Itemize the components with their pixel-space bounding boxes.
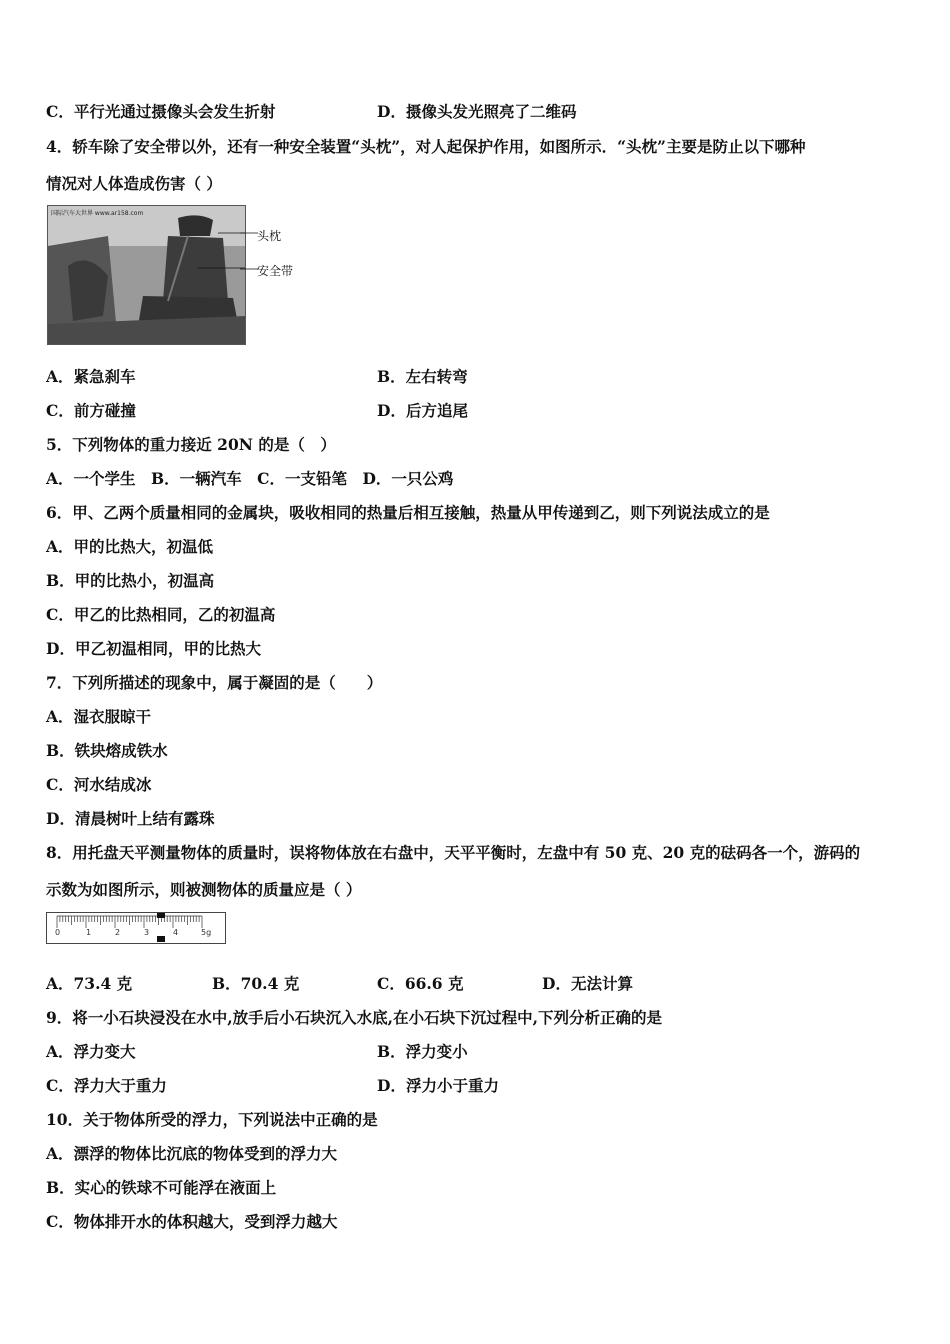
q4-stem-line2: 情况对人体造成伤害（ ） xyxy=(46,174,222,193)
q7-stem: 7．下列所描述的现象中，属于凝固的是（ ） xyxy=(46,673,383,692)
q6-option-d: D．甲乙初温相同，甲的比热大 xyxy=(46,639,261,658)
tick-label-5g: 5g xyxy=(201,928,212,937)
q9-stem: 9．将一小石块浸没在水中,放手后小石块沉入水底,在小石块下沉过程中,下列分析正确的是 xyxy=(46,1008,662,1027)
scale-ticks xyxy=(47,913,225,943)
q10-option-b: B．实心的铁球不可能浮在液面上 xyxy=(46,1178,277,1197)
q7-option-a: A．湿衣服晾干 xyxy=(46,707,152,726)
tick-label-3: 3 xyxy=(144,928,150,937)
q5-options: A．一个学生 B．一辆汽车 C．一支铅笔 D．一只公鸡 xyxy=(46,469,454,488)
q8-option-a: A．73.4 克 xyxy=(46,974,133,993)
q6-option-b: B．甲的比热小，初温高 xyxy=(46,571,215,590)
photo-caption: 国际汽车大世界 www.ar158.com xyxy=(51,210,144,217)
q4-stem-line1: 4．轿车除了安全带以外，还有一种安全装置“头枕”，对人起保护作用，如图所示．“头枕”主要是防止以下哪种 xyxy=(46,137,806,156)
car-seat-illustration xyxy=(48,206,245,344)
q6-option-c: C．甲乙的比热相同，乙的初温高 xyxy=(46,605,276,624)
q6-option-a: A．甲的比热大，初温低 xyxy=(46,537,214,556)
q4-option-a: A．紧急刹车 xyxy=(46,367,136,386)
q10-stem: 10．关于物体所受的浮力，下列说法中正确的是 xyxy=(46,1110,378,1129)
rider-bottom xyxy=(157,936,165,942)
q10-option-c: C．物体排开水的体积越大，受到浮力越大 xyxy=(46,1212,338,1231)
car-seat-photo xyxy=(47,205,246,345)
q3-option-d: D．摄像头发光照亮了二维码 xyxy=(377,102,577,121)
q8-stem-line2: 示数为如图所示，则被测物体的质量应是（ ） xyxy=(46,880,362,899)
balance-rider-scale xyxy=(46,912,226,944)
q4-option-c: C．前方碰撞 xyxy=(46,401,136,420)
label-seatbelt: 安全带 xyxy=(257,264,294,278)
q9-option-a: A．浮力变大 xyxy=(46,1042,136,1061)
q7-option-b: B．铁块熔成铁水 xyxy=(46,741,168,760)
tick-label-1: 1 xyxy=(86,928,92,937)
label-headrest: 头枕 xyxy=(257,229,282,243)
q9-option-c: C．浮力大于重力 xyxy=(46,1076,167,1095)
q8-option-b: B．70.4 克 xyxy=(212,974,300,993)
label-leader-lines xyxy=(240,225,260,275)
q8-option-d: D．无法计算 xyxy=(542,974,633,993)
rider-top xyxy=(157,913,165,918)
q3-option-c: C．平行光通过摄像头会发生折射 xyxy=(46,102,276,121)
q4-option-b: B．左右转弯 xyxy=(377,367,468,386)
q7-option-d: D．清晨树叶上结有露珠 xyxy=(46,809,215,828)
tick-label-0: 0 xyxy=(55,928,61,937)
tick-label-2: 2 xyxy=(115,928,121,937)
q7-option-c: C．河水结成冰 xyxy=(46,775,152,794)
q6-stem: 6．甲、乙两个质量相同的金属块，吸收相同的热量后相互接触，热量从甲传递到乙，则下列说法成立的是 xyxy=(46,503,770,522)
q4-option-d: D．后方追尾 xyxy=(377,401,468,420)
q5-stem: 5．下列物体的重力接近 20N 的是（ ） xyxy=(46,435,336,454)
q9-option-b: B．浮力变小 xyxy=(377,1042,468,1061)
q10-option-a: A．漂浮的物体比沉底的物体受到的浮力大 xyxy=(46,1144,338,1163)
q8-option-c: C．66.6 克 xyxy=(377,974,464,993)
tick-label-4: 4 xyxy=(173,928,179,937)
q9-option-d: D．浮力小于重力 xyxy=(377,1076,499,1095)
q8-stem-line1: 8．用托盘天平测量物体的质量时，误将物体放在右盘中，天平平衡时，左盘中有 50 克、20 克的砝码各一个，游码的 xyxy=(46,843,861,862)
